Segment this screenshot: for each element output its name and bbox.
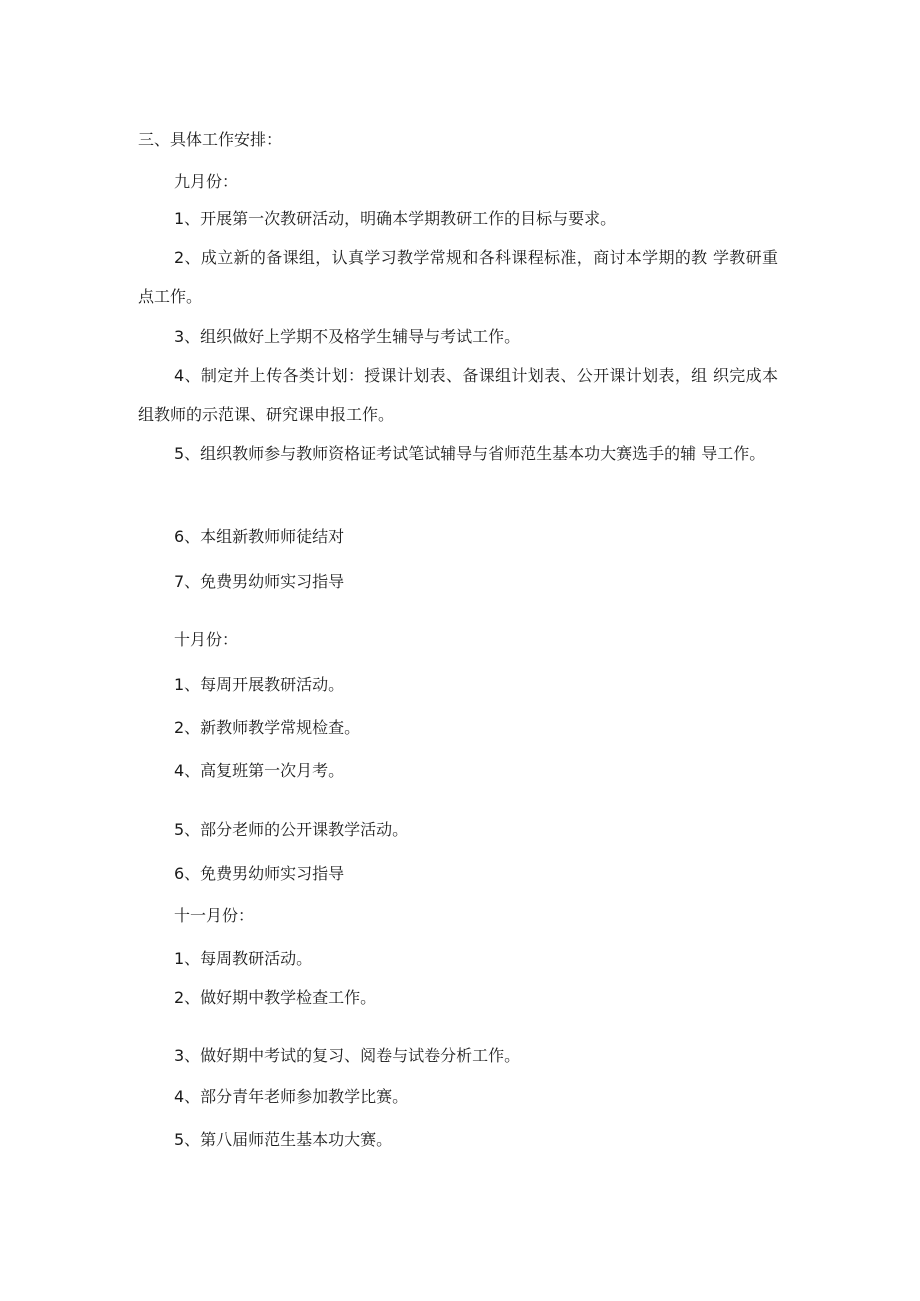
month-title-october: 十月份：	[174, 630, 239, 649]
list-item: 3、组织做好上学期不及格学生辅导与考试工作。	[174, 327, 521, 346]
list-item: 2、新教师教学常规检查。	[174, 718, 361, 737]
list-item: 1、开展第一次教研活动，明确本学期教研工作的目标与要求。	[174, 209, 617, 228]
list-item: 1、每周开展教研活动。	[174, 675, 345, 694]
list-item: 4、高复班第一次月考。	[174, 761, 345, 780]
list-item: 5、第八届师范生基本功大赛。	[174, 1130, 393, 1149]
list-item: 2、成立新的备课组，认真学习教学常规和各科课程标准，商讨本学期的教 学教研重点工作。	[138, 248, 778, 306]
list-item: 5、组织教师参与教师资格证考试笔试辅导与省师范生基本功大赛选手的辅 导工作。	[174, 444, 766, 463]
list-item: 4、制定并上传各类计划：授课计划表、备课组计划表、公开课计划表，组 织完成本组教师的示范课、研究课申报工作。	[138, 366, 778, 424]
month-title-september: 九月份：	[174, 172, 239, 191]
list-item: 1、每周教研活动。	[174, 949, 313, 968]
list-item: 7、免费男幼师实习指导	[174, 572, 345, 591]
list-item: 4、部分青年老师参加教学比赛。	[174, 1087, 409, 1106]
list-item: 6、免费男幼师实习指导	[174, 864, 345, 883]
list-item: 2、做好期中教学检查工作。	[174, 988, 377, 1007]
list-item: 3、做好期中考试的复习、阅卷与试卷分析工作。	[174, 1046, 521, 1065]
list-item: 5、部分老师的公开课教学活动。	[174, 820, 409, 839]
month-title-november: 十一月份：	[174, 906, 255, 925]
section-heading: 三、具体工作安排：	[138, 130, 283, 149]
list-item: 6、本组新教师师徒结对	[174, 527, 345, 546]
